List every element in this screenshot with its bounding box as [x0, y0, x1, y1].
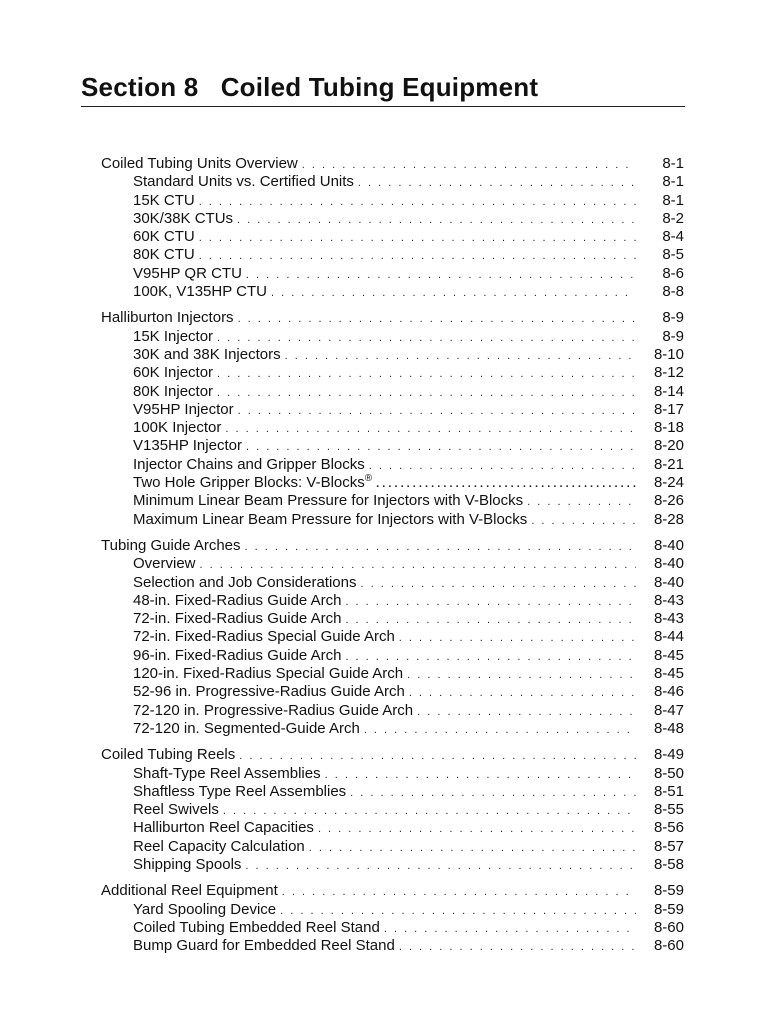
toc-subentry[interactable] — [101, 283, 684, 301]
toc-entry-label — [133, 265, 246, 283]
dot-leader — [237, 211, 636, 229]
dot-leader — [246, 266, 636, 284]
toc-entry-label-text: 72-120 in. Progressive-Radius Guide Arch — [133, 701, 414, 719]
toc-page-number: 8-4 — [662, 228, 684, 246]
toc-page-number: 8-5 — [662, 246, 684, 264]
toc-entry-label — [133, 720, 364, 738]
dot-leader — [407, 666, 636, 684]
toc-entry-label-text: 72-in. Fixed-Radius Special Guide Arch — [133, 628, 395, 646]
toc-entry-label — [133, 456, 369, 474]
dot-leader — [309, 839, 636, 857]
toc-entry-label-text: 72-in. Fixed-Radius Guide Arch — [133, 610, 342, 628]
toc-page-number: 8-1 — [662, 173, 684, 191]
toc-entry-label — [133, 328, 217, 346]
toc-entry-label — [133, 283, 271, 301]
toc-entry-label — [133, 437, 246, 455]
toc-entry-label — [133, 173, 358, 191]
page-title — [81, 72, 538, 103]
toc-entry-label — [133, 937, 399, 955]
toc-page-number: 8-6 — [662, 264, 684, 282]
toc-entry-label — [133, 511, 531, 529]
dot-leader — [225, 420, 636, 438]
toc-entry-label — [133, 856, 245, 874]
toc-subentry[interactable] — [101, 765, 684, 783]
toc-subentry[interactable] — [101, 364, 684, 382]
toc-entry-label-text: Tubing Guide Arches — [101, 536, 241, 554]
toc-subentry[interactable] — [101, 192, 684, 210]
toc-subentry[interactable] — [101, 901, 684, 919]
toc-page-number: 8-2 — [662, 209, 684, 227]
toc-page-number: 8-12 — [653, 364, 684, 382]
toc-page-number: 8-24 — [653, 474, 684, 492]
toc-page-number: 8-59 — [653, 900, 684, 918]
toc-group — [101, 537, 684, 738]
toc-page-number: 8-40 — [653, 573, 684, 591]
toc-subentry[interactable] — [101, 383, 684, 401]
toc-group — [101, 155, 684, 301]
dot-leader — [527, 493, 636, 511]
toc-page-number: 8-45 — [653, 646, 684, 664]
toc-page-number: 8-60 — [653, 918, 684, 936]
dot-leader — [271, 284, 636, 302]
toc-entry-label-text: Shipping Spools — [133, 855, 242, 873]
toc-entry-label — [133, 574, 360, 592]
toc-page-number: 8-47 — [653, 701, 684, 719]
toc-page-number: 8-28 — [653, 510, 684, 528]
toc-entry-label-text: Overview — [133, 555, 196, 573]
toc-group — [101, 882, 684, 955]
toc-entry-label — [133, 228, 199, 246]
toc-subentry[interactable] — [101, 511, 684, 529]
toc-page-number: 8-20 — [653, 437, 684, 455]
toc-subentry[interactable] — [101, 437, 684, 455]
toc-page-number: 8-56 — [653, 819, 684, 837]
section-number: Section 8 — [81, 72, 199, 102]
toc-subentry[interactable] — [101, 702, 684, 720]
dot-leader — [364, 721, 636, 739]
toc-entry-label-text: 15K Injector — [133, 327, 214, 345]
toc-entry-label — [133, 383, 217, 401]
dot-leader — [399, 629, 636, 647]
toc-entry-label — [133, 555, 200, 573]
dot-leader — [376, 475, 636, 493]
dot-leader — [531, 512, 636, 530]
toc-entry-label — [133, 210, 237, 228]
toc-entry-label — [133, 919, 384, 937]
toc-entry-label-text: 96-in. Fixed-Radius Guide Arch — [133, 646, 342, 664]
toc-subentry[interactable] — [101, 819, 684, 837]
toc-entry-label — [133, 647, 345, 665]
toc-entry-label-text: 72-120 in. Segmented-Guide Arch — [133, 719, 360, 737]
toc-entry-label — [133, 665, 407, 683]
toc-entry-label-text: V135HP Injector — [133, 437, 242, 455]
toc-entry-label — [133, 765, 325, 783]
title-divider — [81, 106, 685, 107]
toc-entry-label — [133, 683, 409, 701]
toc-page-number: 8-10 — [653, 345, 684, 363]
toc-entry[interactable] — [101, 155, 684, 173]
toc-entry-label-text: Shaftless Type Reel Assemblies — [133, 782, 347, 800]
toc-page-number: 8-17 — [653, 400, 684, 418]
toc-entry-label — [101, 882, 282, 900]
toc-subentry[interactable] — [101, 838, 684, 856]
toc-subentry[interactable] — [101, 665, 684, 683]
dot-leader — [282, 883, 636, 901]
toc-entry-label — [133, 702, 417, 720]
toc-page-number: 8-43 — [653, 610, 684, 628]
toc-subentry[interactable] — [101, 328, 684, 346]
toc-entry-label-text: Reel Capacity Calculation — [133, 837, 305, 855]
toc-subentry[interactable] — [101, 937, 684, 955]
toc-page-number: 8-59 — [653, 882, 684, 900]
toc-subentry[interactable] — [101, 492, 684, 510]
toc-group — [101, 309, 684, 529]
toc-page-number: 8-9 — [662, 309, 684, 327]
toc-entry-label-text: 15K CTU — [133, 191, 195, 209]
dot-leader — [285, 347, 636, 365]
toc-page-number: 8-48 — [653, 719, 684, 737]
registered-mark: ® — [364, 473, 373, 485]
toc-subentry[interactable] — [101, 210, 684, 228]
toc-entry[interactable] — [101, 537, 684, 555]
toc-subentry[interactable] — [101, 683, 684, 701]
toc-page-number: 8-51 — [653, 782, 684, 800]
toc-entry-label-text: Minimum Linear Beam Pressure for Injectors with V-Blocks — [133, 492, 524, 510]
toc-entry-label-text: 100K, V135HP CTU — [133, 283, 267, 301]
toc-page-number: 8-44 — [653, 628, 684, 646]
dot-leader — [217, 384, 636, 402]
toc-page-number: 8-49 — [653, 746, 684, 764]
dot-leader — [399, 938, 636, 956]
toc-entry-label — [133, 246, 199, 264]
toc-entry-label-text: 80K Injector — [133, 382, 214, 400]
dot-leader — [199, 247, 636, 265]
toc-page-number: 8-14 — [653, 382, 684, 400]
toc-entry-label-text: 60K Injector — [133, 364, 214, 382]
toc-page-number: 8-21 — [653, 455, 684, 473]
dot-leader — [245, 857, 636, 875]
toc-entry-label — [133, 801, 223, 819]
toc-entry-label — [133, 783, 350, 801]
toc-page-number: 8-18 — [653, 419, 684, 437]
dot-leader — [302, 156, 636, 174]
dot-leader — [223, 802, 636, 820]
dot-leader — [239, 747, 636, 765]
toc-page-number: 8-40 — [653, 536, 684, 554]
toc-entry-label-text: 60K CTU — [133, 228, 195, 246]
toc-entry-label-text: Halliburton Reel Capacities — [133, 819, 314, 837]
toc-subentry[interactable] — [101, 592, 684, 610]
toc-subentry[interactable] — [101, 173, 684, 191]
toc-entry-label-text: Additional Reel Equipment — [101, 882, 278, 900]
toc-subentry[interactable] — [101, 783, 684, 801]
toc-subentry[interactable] — [101, 456, 684, 474]
toc-entry-label-text: V95HP QR CTU — [133, 264, 242, 282]
toc-subentry[interactable] — [101, 647, 684, 665]
dot-leader — [280, 902, 636, 920]
toc-subentry[interactable] — [101, 628, 684, 646]
toc-page-number: 8-50 — [653, 764, 684, 782]
dot-leader — [345, 593, 636, 611]
toc-subentry[interactable] — [101, 720, 684, 738]
dot-leader — [409, 684, 636, 702]
toc-page-number: 8-1 — [662, 191, 684, 209]
toc-entry-label-text: Yard Spooling Device — [133, 900, 277, 918]
toc-subentry[interactable] — [101, 228, 684, 246]
toc-subentry[interactable] — [101, 265, 684, 283]
dot-leader — [417, 703, 636, 721]
toc-entry-label — [101, 309, 238, 327]
toc-page-number: 8-60 — [653, 937, 684, 955]
toc-entry-label — [133, 419, 225, 437]
toc-entry-label — [101, 537, 245, 555]
toc-entry-label — [133, 401, 238, 419]
toc-entry-label-text: 48-in. Fixed-Radius Guide Arch — [133, 591, 342, 609]
toc-subentry[interactable] — [101, 555, 684, 573]
toc-page-number: 8-58 — [653, 855, 684, 873]
toc-entry-label — [133, 610, 345, 628]
dot-leader — [384, 920, 636, 938]
dot-leader — [369, 457, 636, 475]
toc-page-number: 8-40 — [653, 555, 684, 573]
toc-page-number: 8-9 — [662, 327, 684, 345]
dot-leader — [345, 648, 636, 666]
toc-subentry[interactable] — [101, 246, 684, 264]
toc-subentry[interactable] — [101, 856, 684, 874]
dot-leader — [345, 611, 636, 629]
toc-entry-label-text: Maximum Linear Beam Pressure for Injectors with V-Blocks — [133, 510, 528, 528]
toc-subentry[interactable] — [101, 419, 684, 437]
toc-subentry[interactable] — [101, 574, 684, 592]
dot-leader — [199, 229, 636, 247]
toc-page-number: 8-45 — [653, 665, 684, 683]
toc-subentry[interactable] — [101, 610, 684, 628]
toc-entry-label-text: Coiled Tubing Embedded Reel Stand — [133, 918, 380, 936]
dot-leader — [358, 174, 636, 192]
toc-entry[interactable] — [101, 746, 684, 764]
dot-leader — [245, 538, 636, 556]
toc-entry-label — [133, 474, 376, 492]
dot-leader — [217, 329, 636, 347]
toc-entry-label-text: Coiled Tubing Reels — [101, 746, 236, 764]
toc-entry-label — [133, 901, 280, 919]
toc-entry-label-text: Injector Chains and Gripper Blocks — [133, 455, 365, 473]
toc-subentry[interactable] — [101, 346, 684, 364]
toc-entry[interactable] — [101, 882, 684, 900]
toc-page-number: 8-1 — [662, 155, 684, 172]
toc-entry-label-text: 120-in. Fixed-Radius Special Guide Arch — [133, 665, 404, 683]
dot-leader — [360, 575, 636, 593]
toc-entry-label — [133, 364, 217, 382]
toc-entry-label-text: 52-96 in. Progressive-Radius Guide Arch — [133, 683, 405, 701]
toc-entry-label — [133, 592, 345, 610]
toc-entry[interactable] — [101, 309, 684, 327]
dot-leader — [199, 193, 636, 211]
toc-subentry[interactable] — [101, 919, 684, 937]
toc-entry-label-text: Selection and Job Considerations — [133, 573, 357, 591]
toc-entry-label-text: 30K/38K CTUs — [133, 209, 234, 227]
toc-entry-label — [133, 492, 527, 510]
toc-entry-label-text: Standard Units vs. Certified Units — [133, 173, 354, 191]
toc-entry-label — [133, 346, 285, 364]
toc-entry-label-text: 80K CTU — [133, 246, 195, 264]
toc-page-number: 8-46 — [653, 683, 684, 701]
toc-entry-label — [101, 155, 302, 173]
toc-page-number: 8-57 — [653, 837, 684, 855]
toc-entry-label-text: Halliburton Injectors — [101, 309, 234, 327]
toc-entry-label — [133, 192, 199, 210]
toc-subentry[interactable] — [101, 801, 684, 819]
dot-leader — [238, 310, 636, 328]
dot-leader — [217, 365, 636, 383]
dot-leader — [200, 556, 636, 574]
table-of-contents — [101, 155, 684, 963]
toc-entry-label-text: Two Hole Gripper Blocks: V-Blocks — [133, 474, 365, 492]
toc-page-number: 8-26 — [653, 492, 684, 510]
toc-entry-label-text: Reel Swivels — [133, 801, 219, 819]
toc-entry-label — [133, 838, 309, 856]
toc-group — [101, 746, 684, 874]
toc-entry-label — [133, 628, 399, 646]
toc-page-number: 8-55 — [653, 801, 684, 819]
dot-leader — [325, 766, 636, 784]
toc-entry-label-text: V95HP Injector — [133, 400, 234, 418]
toc-entry-label — [101, 746, 239, 764]
toc-entry-label — [133, 819, 318, 837]
dot-leader — [246, 438, 636, 456]
toc-entry-label-text: Bump Guard for Embedded Reel Stand — [133, 937, 395, 955]
toc-page-number: 8-8 — [662, 283, 684, 301]
toc-subentry[interactable] — [101, 401, 684, 419]
section-title: Coiled Tubing Equipment — [220, 72, 539, 102]
toc-entry-label-text: 30K and 38K Injectors — [133, 345, 281, 363]
toc-entry-label-text: Coiled Tubing Units Overview — [101, 155, 298, 172]
toc-entry-label-text: Shaft-Type Reel Assemblies — [133, 764, 321, 782]
toc-entry-label-text: 100K Injector — [133, 419, 222, 437]
toc-page-number: 8-43 — [653, 591, 684, 609]
dot-leader — [318, 820, 636, 838]
dot-leader — [238, 402, 636, 420]
dot-leader — [350, 784, 636, 802]
toc-subentry[interactable] — [101, 474, 684, 492]
